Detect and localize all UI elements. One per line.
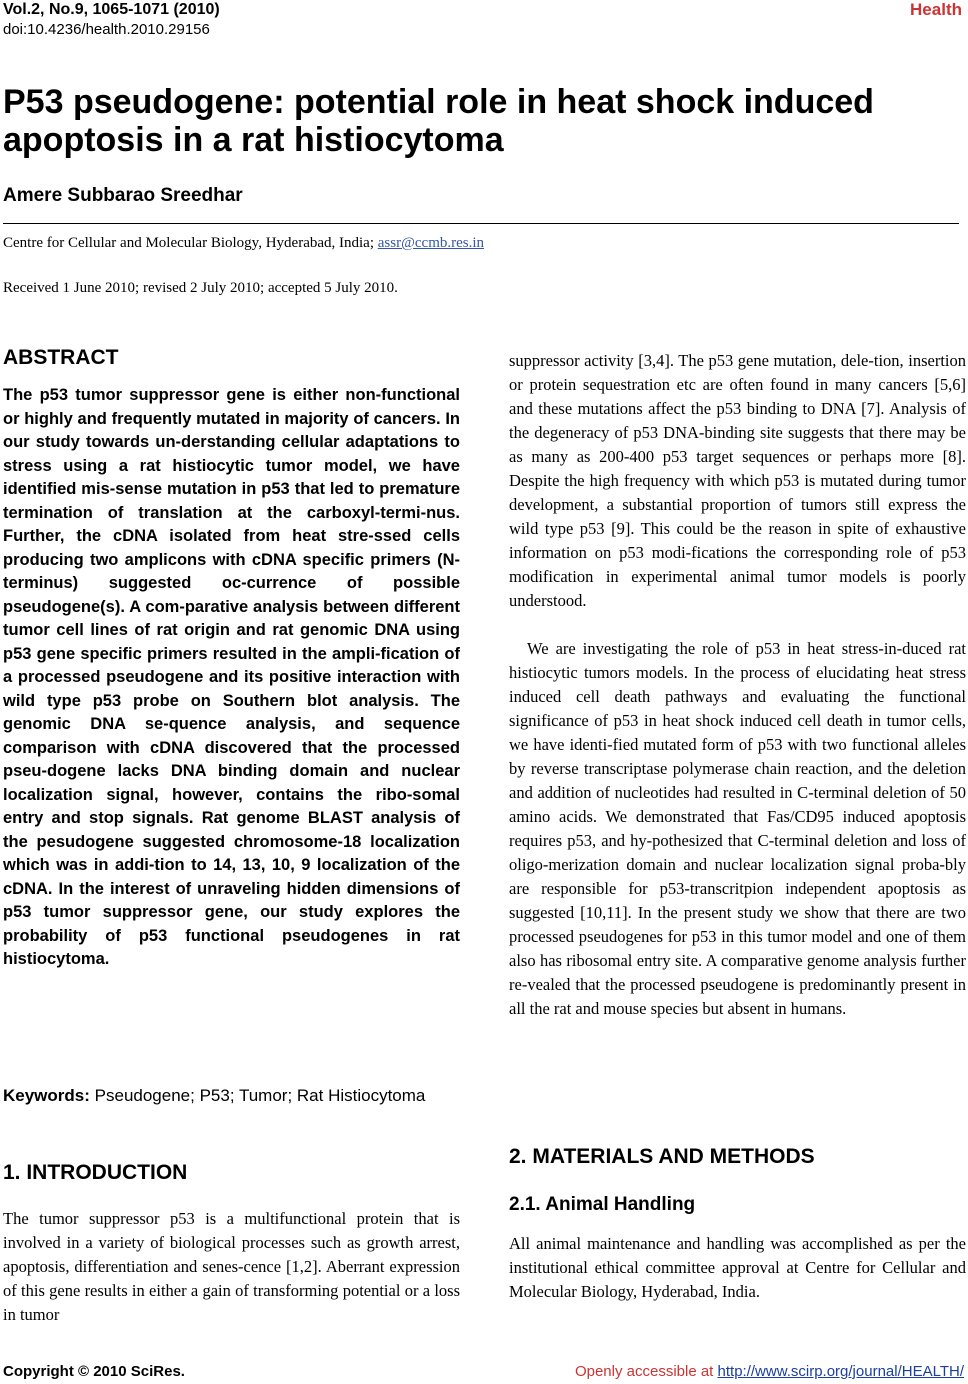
keywords [3, 1084, 460, 1108]
abstract-heading: ABSTRACT [3, 346, 119, 369]
paper-title: P53 pseudogene: potential role in heat shock induced apoptosis in a rat histiocytoma [3, 83, 874, 159]
submission-dates: Received 1 June 2010; revised 2 July 2010; accepted 5 July 2010. [3, 280, 398, 296]
journal-section-label: Health [910, 0, 962, 19]
animal-handling-paragraph: All animal maintenance and handling was accomplished as per the institutional ethical committee approval at Centre for Cellular and Molecular Biology, Hyderabad, India. [509, 1234, 966, 1301]
author-name: Amere Subbarao Sreedhar [3, 185, 243, 206]
affiliation-text: Centre for Cellular and Molecular Biology, Hyderabad, India; [3, 235, 378, 251]
journal-url-link[interactable]: http://www.scirp.org/journal/HEALTH/ [717, 1363, 964, 1380]
open-access-text: Openly accessible at [574, 1363, 718, 1380]
keywords-label: Keywords: [3, 1086, 90, 1105]
methods-heading: 2. MATERIALS AND METHODS [509, 1145, 815, 1168]
introduction-paragraph-1-continued: suppressor activity [3,4]. The p53 gene mutation, dele-tion, insertion or protein sequestration etc are often found in many cancers [5,6] and these mutations affect the p53 binding to DNA [7]. Analysis of the degeneracy of p53 DNA-binding site suggests that there may be as many as 200-400 p53 target sequences or perhaps more [8]. Despite the high frequency with which p53 is mutated during tumor development, a substantial proportion of tumors still express the wild type p53 [9]. This could be the reason in spite of exhaustive information on p53 modi-fications the corresponding role of p53 modification in experimental animal tumor models is poorly understood. [509, 351, 966, 610]
keywords-text: Pseudogene; P53; Tumor; Rat Histiocytoma [89, 1086, 426, 1105]
copyright-notice: Copyright © 2010 SciRes. [3, 1363, 185, 1380]
author-email-link[interactable]: assr@ccmb.res.in [377, 235, 485, 251]
running-header [3, 0, 403, 40]
journal-reference: Vol.2, No.9, 1065-1071 (2010) [3, 1, 220, 18]
animal-handling-heading: 2.1. Animal Handling [509, 1194, 696, 1215]
doi: doi:10.4236/health.2010.29156 [3, 21, 210, 38]
open-access-notice [575, 1363, 964, 1380]
abstract-text: The p53 tumor suppressor gene is either non-functional or highly and frequently mutated in majority of cancers. In our study towards un-derstanding cellular adaptations to stress using a rat histiocytic tumor model, we have identified mis-sense mutation in p53 that led to premature termination of translation at the carboxyl-termi-nus. Further, the cDNA isolated from heat stre-ssed cells producing two amplicons with cDNA specific primers (N-terminus) suggested oc-currence of possible pseudogene(s). A com-parative analysis between different tumor cell lines of rat origin and rat genomic DNA using p53 gene specific primers resulted in the ampli-fication of a processed pseudogene and its positive interaction with wild type p53 probe on Southern blot analysis. The genomic DNA se-quence analysis, and sequence comparison with cDNA discovered that the processed pseu-dogene lacks DNA binding domain and nuclear localization signal, however, contains the ribo-somal entry and stop signals. Rat genome BLAST analysis of the pesudogene suggested chromosome-18 localization which was in addi-tion to 14, 13, 10, 9 localization of the cDNA. In the interest of unraveling hidden dimensions of p53 tumor suppressor gene, our study explores the probability of p53 functional pseudogenes in rat histiocytoma. [3, 386, 460, 968]
affiliation [3, 235, 484, 252]
header-divider [3, 223, 959, 224]
introduction-paragraph-2: We are investigating the role of p53 in heat stress-in-duced rat histiocytic tumors models. In the process of elucidating heat stress induced cell death pathways and evaluating the functional significance of p53 in heat shock induced cell death in tumor cells, we have identi-fied mutated form of p53 with two functional alleles by reverse transcriptase polymerase chain reaction, and the deletion and addition of nucleotides had resulted in C-terminal deletion of 50 amino acids. We demonstrated that Fas/CD95 induced apoptosis requires p53, and hy-pothesized that C-terminal deletion and loss of oligo-merization domain and nuclear localization signal proba-bly are responsible for p53-transcritpion independent apoptosis as suggested [10,11]. In the present study we show that there are two processed pseudogenes for p53 in this tumor model and one of them also has ribosomal entry site. A comparative genome analysis further re-vealed that the processed pseudogene is predominantly present in all the rat and mouse species but absent in humans. [509, 639, 966, 1018]
introduction-heading: 1. INTRODUCTION [3, 1161, 188, 1184]
introduction-paragraph-1: The tumor suppressor p53 is a multifunctional protein that is involved in a variety of biological processes such as growth arrest, apoptosis, differentiation and senes-cence [1,2]. Aberrant expression of this gene results in either a gain of transforming potential or a loss in tumor [3, 1209, 460, 1324]
